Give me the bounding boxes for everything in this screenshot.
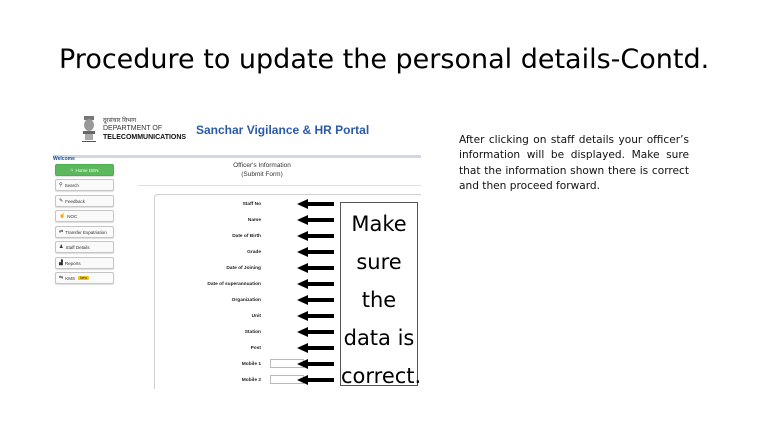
- sidebar-item-label: Home GEN: [75, 167, 99, 173]
- exchange-icon: ⇆: [59, 275, 64, 281]
- sidebar: [53, 160, 115, 389]
- arrow-left-icon: [297, 327, 334, 337]
- sidebar-item-noc[interactable]: [55, 210, 114, 222]
- field-label-mobile2: Mobile 2: [241, 378, 261, 383]
- callout-box: [340, 202, 421, 388]
- shuffle-icon: ⇄: [59, 229, 64, 235]
- field-label-unit: Unit: [251, 314, 261, 319]
- user-icon: ♟: [59, 244, 64, 250]
- new-badge: New: [79, 276, 87, 280]
- portal-header: [53, 108, 421, 155]
- slide-description: After clicking on staff details your officer’s information will be displayed. Make sure that the information shown there is correct and then proceed forward.: [459, 134, 689, 192]
- search-icon: ⚲: [59, 182, 63, 188]
- pencil-icon: ✎: [59, 198, 64, 204]
- callout-line: correct.: [341, 364, 421, 388]
- sidebar-item-label: Feedback: [65, 198, 85, 204]
- callout-line: the: [361, 288, 397, 312]
- dept-name-hindi: दूरसंचार विभाग: [103, 118, 137, 124]
- arrow-left-icon: [297, 247, 334, 257]
- form-title: [127, 161, 397, 179]
- arrow-left-icon: [297, 263, 334, 273]
- field-label-staff-no: Staff No: [242, 202, 261, 207]
- arrow-left-icon: [297, 279, 334, 289]
- sidebar-item-feedback[interactable]: [55, 195, 114, 207]
- callout-line: sure: [356, 250, 402, 274]
- sidebar-item-transfer[interactable]: [55, 226, 114, 238]
- sidebar-item-label: KMS: [65, 275, 75, 281]
- form-title-line1: Officer's Information: [233, 162, 291, 169]
- callout-text: [341, 205, 421, 389]
- portal-title: Sanchar Vigilance & HR Portal: [196, 123, 370, 137]
- sidebar-item-label: Reports: [64, 260, 81, 266]
- sidebar-item-kms[interactable]: [55, 272, 114, 284]
- form-divider: [138, 185, 421, 186]
- sidebar-item-search[interactable]: [55, 179, 114, 191]
- arrow-left-icon: [297, 231, 334, 241]
- field-label-dos: Date of superannuation: [207, 282, 261, 287]
- sidebar-item-home[interactable]: [55, 164, 114, 176]
- dept-name-line2: TELECOMMUNICATIONS: [103, 134, 187, 141]
- field-label-organization: Organization: [231, 298, 261, 303]
- sidebar-item-reports[interactable]: [55, 257, 114, 269]
- field-label-grade: Grade: [247, 250, 261, 255]
- field-label-station: Station: [244, 330, 261, 335]
- thumbs-up-icon: ☝: [59, 213, 66, 219]
- field-label-name: Name: [247, 218, 261, 223]
- sidebar-item-label: Search: [64, 182, 79, 188]
- home-icon: ⌂: [70, 167, 74, 173]
- arrow-left-icon: [297, 359, 334, 369]
- dept-name-line1: DEPARTMENT OF: [103, 125, 163, 132]
- form-title-line2: (Submit Form): [241, 171, 283, 178]
- header-divider: [53, 155, 421, 158]
- arrow-left-icon: [297, 343, 334, 353]
- portal-screenshot: [53, 108, 421, 389]
- field-label-doj: Date of Joining: [226, 266, 261, 271]
- sidebar-item-label: Staff Details: [65, 244, 90, 250]
- arrow-left-icon: [297, 295, 334, 305]
- callout-line: Make: [351, 212, 407, 236]
- field-label-post: Post: [250, 346, 261, 351]
- arrow-left-icon: [297, 215, 334, 225]
- arrow-left-icon: [297, 311, 334, 321]
- national-emblem-icon: [81, 114, 97, 148]
- arrow-left-icon: [297, 375, 334, 385]
- sidebar-item-staff-details[interactable]: [55, 241, 114, 253]
- field-label-mobile1: Mobile 1: [241, 362, 261, 367]
- field-label-dob: Date of Birth: [232, 234, 261, 239]
- callout-line: data is: [343, 326, 415, 350]
- sidebar-item-label: NOC: [67, 213, 78, 219]
- sidebar-item-label: Transfer Expatriation: [65, 229, 107, 235]
- arrow-left-icon: [297, 199, 334, 209]
- welcome-label: Welcome: [53, 156, 75, 162]
- slide-title: Procedure to update the personal details-Contd.: [59, 44, 710, 75]
- bar-chart-icon: ▟: [59, 260, 63, 266]
